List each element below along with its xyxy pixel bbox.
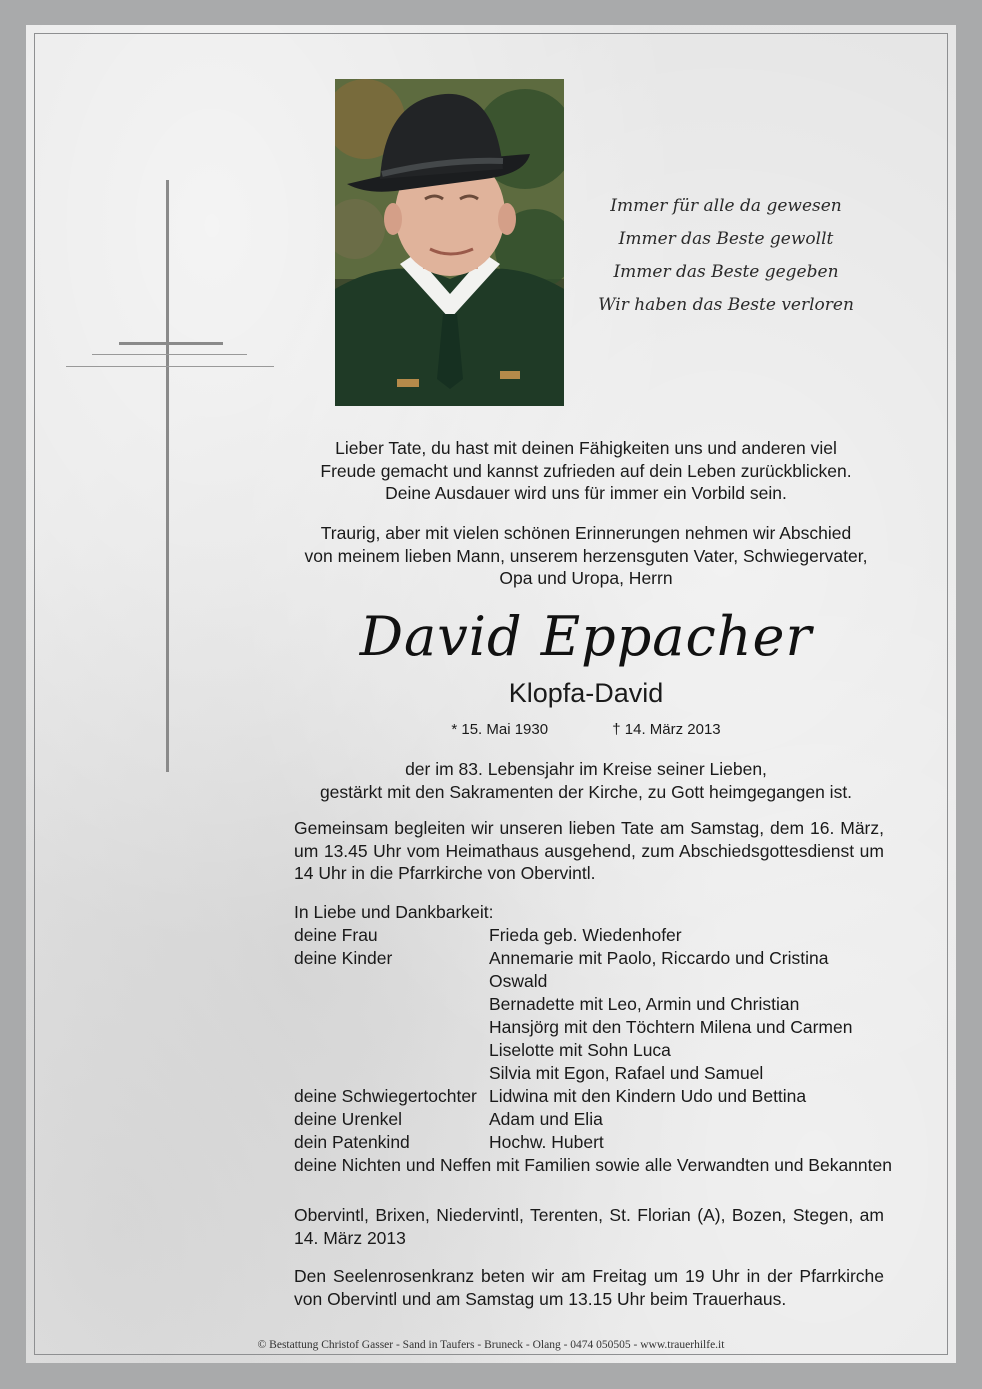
farewell-paragraph	[246, 522, 926, 590]
family-name: Annemarie mit Paolo, Riccardo und Cristina	[489, 948, 829, 968]
family-row	[294, 924, 914, 947]
intro-line: Lieber Tate, du hast mit deinen Fähigkeiten uns und anderen viel	[335, 438, 837, 458]
motto-line: Immer das Beste gewollt	[618, 229, 834, 249]
family-name: Hochw. Hubert	[489, 1132, 604, 1152]
rosary-paragraph: Den Seelenrosenkranz beten wir am Freitag um 19 Uhr in der Pfarrkirche von Obervintl und am Samstag um 13.15 Uhr beim Trauerhaus.	[294, 1266, 884, 1309]
intro-line: Freude gemacht und kannst zufrieden auf dein Leben zurückblicken.	[320, 460, 852, 481]
family-relation: deine Urenkel	[294, 1109, 402, 1129]
family-footer: deine Nichten und Neffen mit Familien sowie alle Verwandten und Bekannten	[294, 1155, 892, 1175]
family-heading: In Liebe und Dankbarkeit:	[294, 902, 494, 922]
family-name: Oswald	[489, 971, 548, 991]
family-row	[294, 1085, 914, 1108]
family-row	[294, 947, 914, 1085]
obituary-sheet	[26, 25, 956, 1363]
family-name: Silvia mit Egon, Rafael und Samuel	[489, 1063, 764, 1083]
footer-credit: © Bestattung Christof Gasser - Sand in Taufers - Bruneck - Olang - 0474 050505 - www.trauerhilfe.it	[257, 1339, 725, 1351]
birth-date: * 15. Mai 1930	[451, 721, 549, 738]
family-relation: deine Kinder	[294, 948, 393, 968]
deceased-name: David Eppacher	[359, 605, 813, 668]
family-row	[294, 1108, 914, 1131]
passing-paragraph	[246, 758, 926, 803]
passing-line: gestärkt mit den Sakramenten der Kirche, zu Gott heimgegangen ist.	[319, 781, 853, 802]
family-list	[294, 901, 914, 1177]
passing-line: der im 83. Lebensjahr im Kreise seiner Lieben,	[405, 759, 767, 779]
intro-paragraph	[246, 437, 926, 505]
family-name: Frieda geb. Wiedenhofer	[489, 925, 682, 945]
family-name: Adam und Elia	[489, 1109, 603, 1129]
farewell-line: von meinem lieben Mann, unserem herzensguten Vater, Schwiegervater,	[304, 545, 868, 566]
family-name: Hansjörg mit den Töchtern Milena und Carmen	[489, 1017, 853, 1037]
deceased-nickname: Klopfa-David	[508, 678, 664, 708]
portrait-photo	[335, 79, 564, 406]
motto-poem	[566, 190, 886, 322]
family-relation: deine Schwiegertochter	[294, 1086, 477, 1106]
motto-line: Immer das Beste gegeben	[613, 262, 839, 282]
motto-line: Wir haben das Beste verloren	[598, 295, 854, 315]
life-dates	[246, 721, 926, 738]
family-row	[294, 1131, 914, 1154]
death-date: † 14. März 2013	[612, 721, 721, 738]
motto-line: Immer für alle da gewesen	[610, 196, 842, 216]
funeral-paragraph: Gemeinsam begleiten wir unseren lieben Tate am Samstag, dem 16. März, um 13.45 Uhr vom Heimathaus ausgehend, zum Abschiedsgottesdienst um 14 Uhr in die Pfarrkirche von Obervintl.	[294, 818, 884, 883]
family-name: Lidwina mit den Kindern Udo und Bettina	[489, 1086, 807, 1106]
places-paragraph: Obervintl, Brixen, Niedervintl, Terenten, St. Florian (A), Bozen, Stegen, am 14. März 2013	[294, 1205, 884, 1248]
family-name: Liselotte mit Sohn Luca	[489, 1040, 671, 1060]
family-relation: deine Frau	[294, 925, 378, 945]
farewell-line: Opa und Uropa, Herrn	[499, 568, 673, 588]
family-relation: dein Patenkind	[294, 1132, 410, 1152]
intro-line: Deine Ausdauer wird uns für immer ein Vorbild sein.	[385, 483, 787, 503]
farewell-line: Traurig, aber mit vielen schönen Erinnerungen nehmen wir Abschied	[320, 523, 852, 543]
family-name: Bernadette mit Leo, Armin und Christian	[489, 994, 800, 1014]
